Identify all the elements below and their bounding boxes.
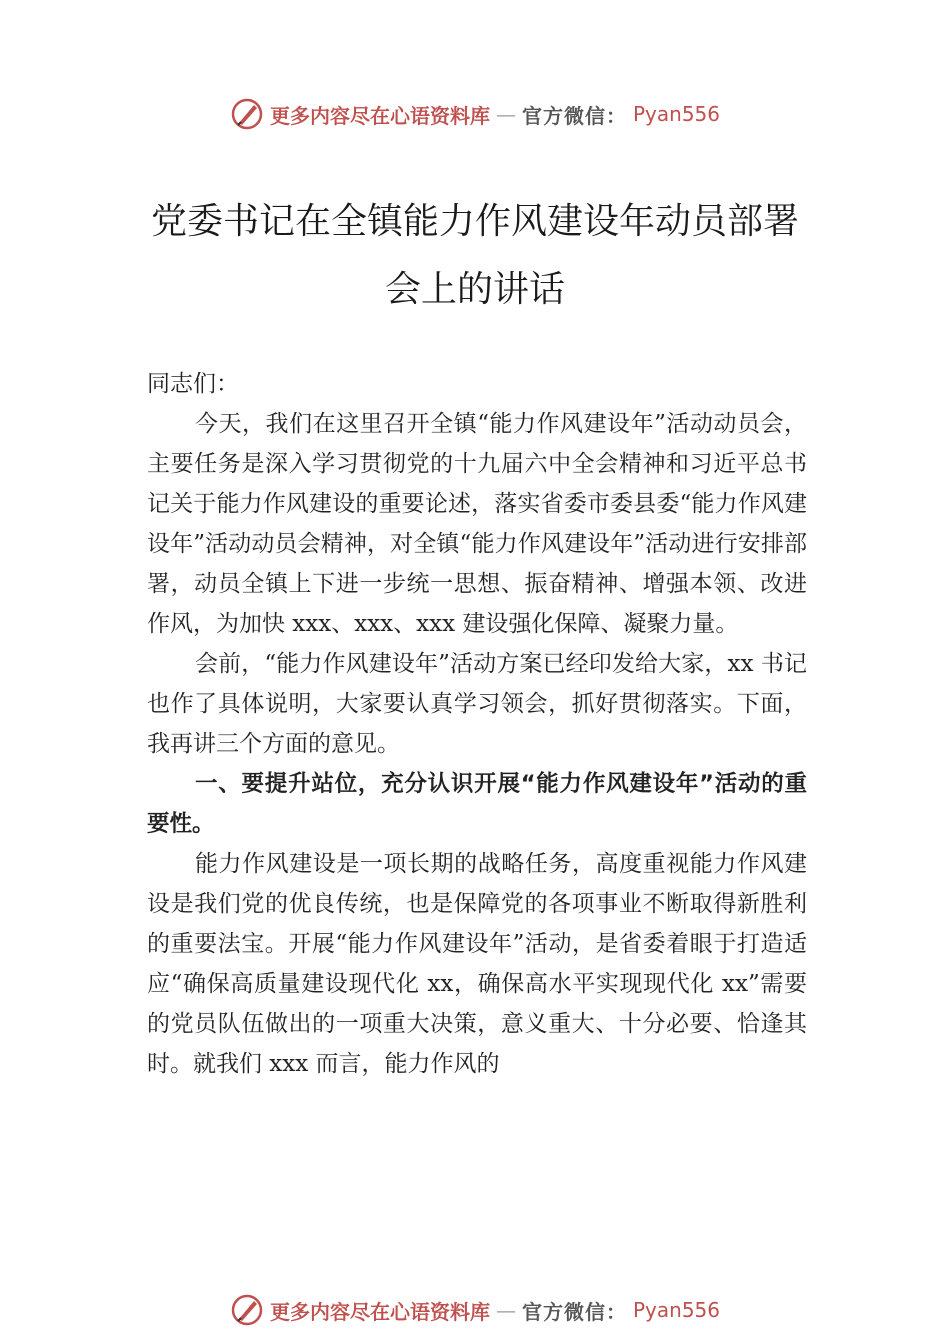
banner-wechat-id: Pyan556 <box>632 1298 720 1322</box>
salutation: 同志们： <box>147 371 239 397</box>
document-title <box>0 188 950 324</box>
quill-logo-icon <box>230 97 264 131</box>
section-heading-1: 一、要提升站位，充分认识开展“能力作风建设年”活动的重要性。 <box>147 771 807 837</box>
paragraph-1: 今天，我们在这里召开全镇“能力作风建设年”活动动员会，主要任务是深入学习贯彻党的十九届六中全会精神和习近平总书记关于能力作风建设的重要论述，落实省委市委县委“能力作风建设年”活动动员会精神，对全镇“能力作风建设年”活动进行安排部署，动员全镇上下进一步统一思想、振奋精神、增强本领、改进作风，为加快 xxx、xxx、xxx 建设强化保障、凝聚力量。 <box>147 411 807 637</box>
banner-separator: — <box>495 102 516 126</box>
title-line-1: 党委书记在全镇能力作风建设年动员部署 <box>150 201 799 242</box>
title-line-2: 会上的讲话 <box>384 269 565 310</box>
paragraph-2: 会前，“能力作风建设年”活动方案已经印发给大家，xx 书记也作了具体说明，大家要认真学习领会，抓好贯彻落实。下面，我再讲三个方面的意见。 <box>147 651 807 757</box>
quill-logo-icon <box>230 1293 264 1327</box>
document-body <box>147 364 807 1084</box>
paragraph-3: 能力作风建设是一项长期的战略任务，高度重视能力作风建设是我们党的优良传统，也是保障党的各项事业不断取得新胜利的重要法宝。开展“能力作风建设年”活动，是省委着眼于打造适应“确保高质量建设现代化 xx，确保高水平实现现代化 xx”需要的党员队伍做出的一项重大决策，意义重大、十分必要、恰逢其时。就我们 xxx 而言，能力作风的 <box>147 851 807 1077</box>
banner-main-text: 更多内容尽在心语资料库 <box>269 1299 490 1324</box>
banner-wechat-label: 官方微信： <box>521 1299 627 1324</box>
banner-main-text: 更多内容尽在心语资料库 <box>269 103 490 128</box>
banner-wechat-label: 官方微信： <box>521 103 627 128</box>
banner-wechat-id: Pyan556 <box>632 102 720 126</box>
header-banner <box>0 94 950 134</box>
footer-banner <box>0 1290 950 1330</box>
banner-separator: — <box>495 1298 516 1322</box>
